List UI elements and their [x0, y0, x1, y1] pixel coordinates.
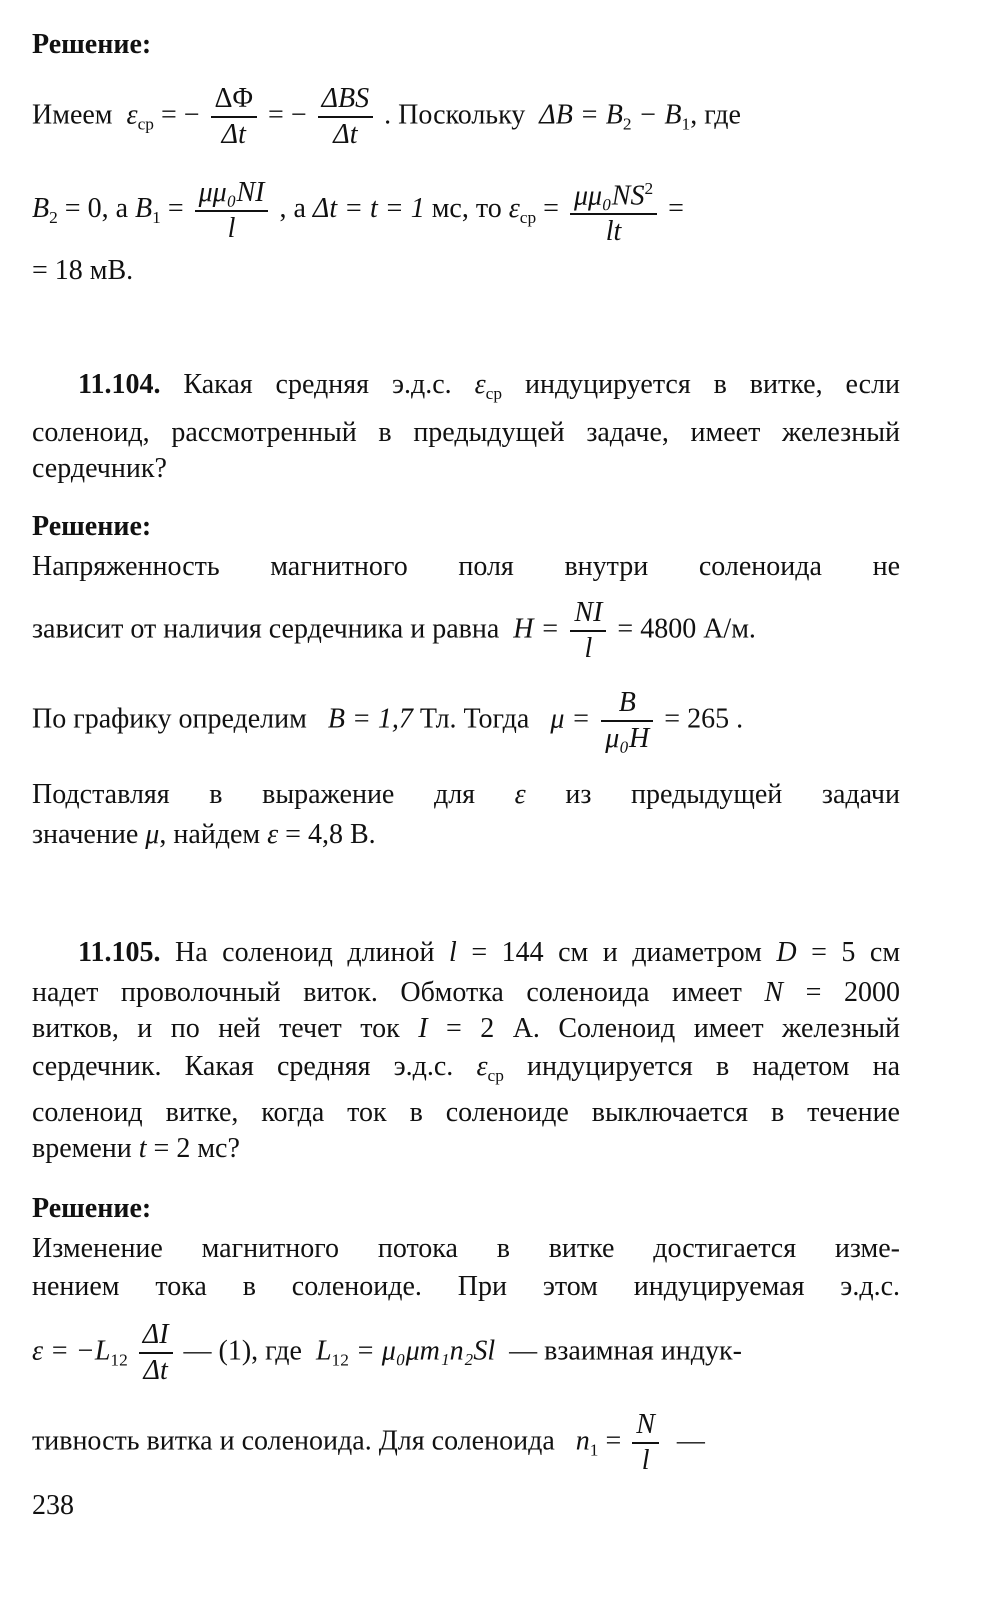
formula: B: [32, 193, 50, 225]
emf-symbol: ε: [508, 193, 520, 225]
text: Какая средняя э.д.с.: [183, 369, 452, 400]
solution-heading-2: Решение:: [32, 511, 152, 542]
problem-11-105-line4: [32, 1050, 900, 1093]
formula: n: [575, 1425, 590, 1457]
text: =: [160, 193, 184, 225]
text: зависит от наличия сердечника и равна: [32, 613, 500, 645]
formula: μ =: [550, 703, 591, 735]
problem-11-105-line6: [32, 1132, 922, 1166]
text: мс, то: [424, 193, 502, 225]
fraction-dphi-dt: $\frac{\Delta\Phi}{\Delta t}$: [211, 82, 257, 152]
problem-11-104-line2: соленоид, рассмотренный в предыдущей задаче, имеет железный: [32, 417, 900, 448]
formula: = μ₀μm₁n₂Sl: [348, 1335, 496, 1367]
emf-symbol: ε: [267, 819, 279, 850]
problem-11-105-line1: [78, 936, 900, 970]
solution-heading-1: Решение:: [32, 29, 152, 60]
fraction-b1: $\frac{\text{μμ₀NI}}{l}$: [195, 176, 269, 246]
formula: L: [315, 1335, 332, 1367]
problem-11-104-line1: [78, 368, 900, 411]
text: = 265 .: [664, 703, 744, 735]
text: Подставляя в выражение для: [32, 779, 476, 810]
text: , а: [279, 193, 306, 225]
text: — взаимная индук-: [509, 1335, 742, 1367]
formula-line-b-values: [32, 172, 922, 249]
formula: B = 1,7: [327, 703, 413, 735]
fraction-di-dt: $\frac{\Delta I}{\Delta t}$: [139, 1318, 173, 1388]
text: = −: [268, 99, 307, 131]
fraction-n-l: $\frac{N}{l}$: [632, 1408, 659, 1478]
problem-11-105-line3: [32, 1012, 900, 1046]
emf-symbol: ε: [476, 1051, 488, 1082]
text: —: [676, 1425, 705, 1457]
text: значение: [32, 819, 139, 850]
formula: Δt = t = 1: [312, 193, 425, 225]
text: индуцируется в витке, если: [524, 369, 901, 400]
text: из предыдущей задачи: [565, 779, 901, 810]
formula: N: [764, 977, 784, 1008]
subscript: 2: [49, 208, 58, 228]
formula: − B: [631, 99, 682, 131]
formula-line-emf-avg: [32, 82, 922, 152]
text: времени: [32, 1133, 132, 1164]
subscript: 1: [589, 1440, 599, 1460]
subscript: ср: [485, 384, 503, 404]
solution-3-line1: Изменение магнитного потока в витке достигается изме-: [32, 1233, 900, 1264]
problem-number: 11.105.: [78, 937, 161, 968]
formula: H =: [513, 613, 560, 645]
text: = 2000: [805, 977, 901, 1008]
solution-2-line4: [32, 778, 900, 812]
text: тивность витка и соленоида. Для соленоида: [32, 1425, 555, 1457]
emf-symbol: ε: [126, 99, 138, 131]
text: = 4800 А/м.: [617, 613, 756, 645]
solution-3-line3: [32, 1318, 922, 1388]
text: , а: [101, 193, 129, 225]
subscript: 12: [110, 1350, 128, 1370]
text: = 0: [57, 193, 102, 225]
subscript: 1: [152, 208, 161, 228]
text: = 4,8 В.: [285, 819, 376, 850]
text: . Поскольку: [384, 99, 526, 131]
text: индуцируется в надетом на: [527, 1051, 901, 1082]
formula: μ: [145, 819, 160, 850]
text: =: [668, 193, 684, 225]
text: = 2 А. Соленоид имеет железный: [445, 1013, 901, 1044]
text: , найдем: [159, 819, 261, 850]
page-number: 238: [32, 1490, 74, 1521]
formula: l: [449, 937, 457, 968]
text: =: [536, 193, 559, 225]
text: витков, и по ней течет ток: [32, 1013, 400, 1044]
text: = 5 см: [811, 937, 901, 968]
text: По графику определим: [32, 703, 307, 735]
subscript: 2: [622, 114, 632, 134]
text: надет проволочный виток. Обмотка соленоида имеет: [32, 977, 742, 1008]
emf-symbol: ε: [514, 779, 526, 810]
formula: D: [776, 937, 797, 968]
subscript: ср: [487, 1066, 504, 1086]
result-line: = 18 мВ.: [32, 255, 134, 286]
problem-11-105-line2: [32, 976, 900, 1010]
text: = −: [160, 99, 200, 131]
subscript: 12: [331, 1350, 349, 1370]
subscript: 1: [681, 114, 691, 134]
text: = 2 мс?: [153, 1133, 240, 1164]
text: Имеем: [32, 99, 113, 131]
fraction-dbs-dt: $\frac{\text{ΔBS}}{\Delta t}$: [318, 82, 374, 152]
solution-2-line2: [32, 596, 922, 666]
subscript: ср: [519, 208, 537, 228]
formula: t: [138, 1133, 147, 1164]
solution-3-line2: нением тока в соленоиде. При этом индуцируемая э.д.с.: [32, 1271, 900, 1302]
problem-number: 11.104.: [78, 369, 161, 400]
text: =: [598, 1425, 622, 1457]
solution-3-line4: [32, 1408, 922, 1478]
fraction-emf: $\frac{\mu\mu_0NS^2}{lt}$: [570, 172, 657, 249]
solution-2-line5: [32, 818, 922, 852]
solution-2-line3: [32, 686, 922, 756]
problem-11-105-line5: соленоид витке, когда ток в соленоиде выключается в течение: [32, 1097, 900, 1128]
subscript: ср: [137, 114, 154, 134]
text: сердечник. Какая средняя э.д.с.: [32, 1051, 454, 1082]
formula: ΔB = B: [539, 99, 623, 131]
emf-symbol: ε: [474, 369, 486, 400]
fraction-ni-l: $\frac{NI}{l}$: [570, 596, 606, 666]
text: , где: [690, 99, 741, 131]
formula: ε = −L: [32, 1335, 111, 1367]
text: = 144 см и диаметром: [471, 937, 762, 968]
formula: I: [418, 1013, 428, 1044]
fraction-b-mu0h: $\frac{B}{\text{μ₀H}}$: [601, 686, 653, 756]
text: — (1), где: [183, 1335, 302, 1367]
solution-2-line1: Напряженность магнитного поля внутри соленоида не: [32, 551, 900, 582]
solution-heading-3: Решение:: [32, 1193, 152, 1224]
formula: B: [135, 193, 153, 225]
problem-11-104-line3: сердечник?: [32, 453, 167, 484]
text: На соленоид длиной: [174, 937, 435, 968]
text: Тл. Тогда: [419, 703, 530, 735]
